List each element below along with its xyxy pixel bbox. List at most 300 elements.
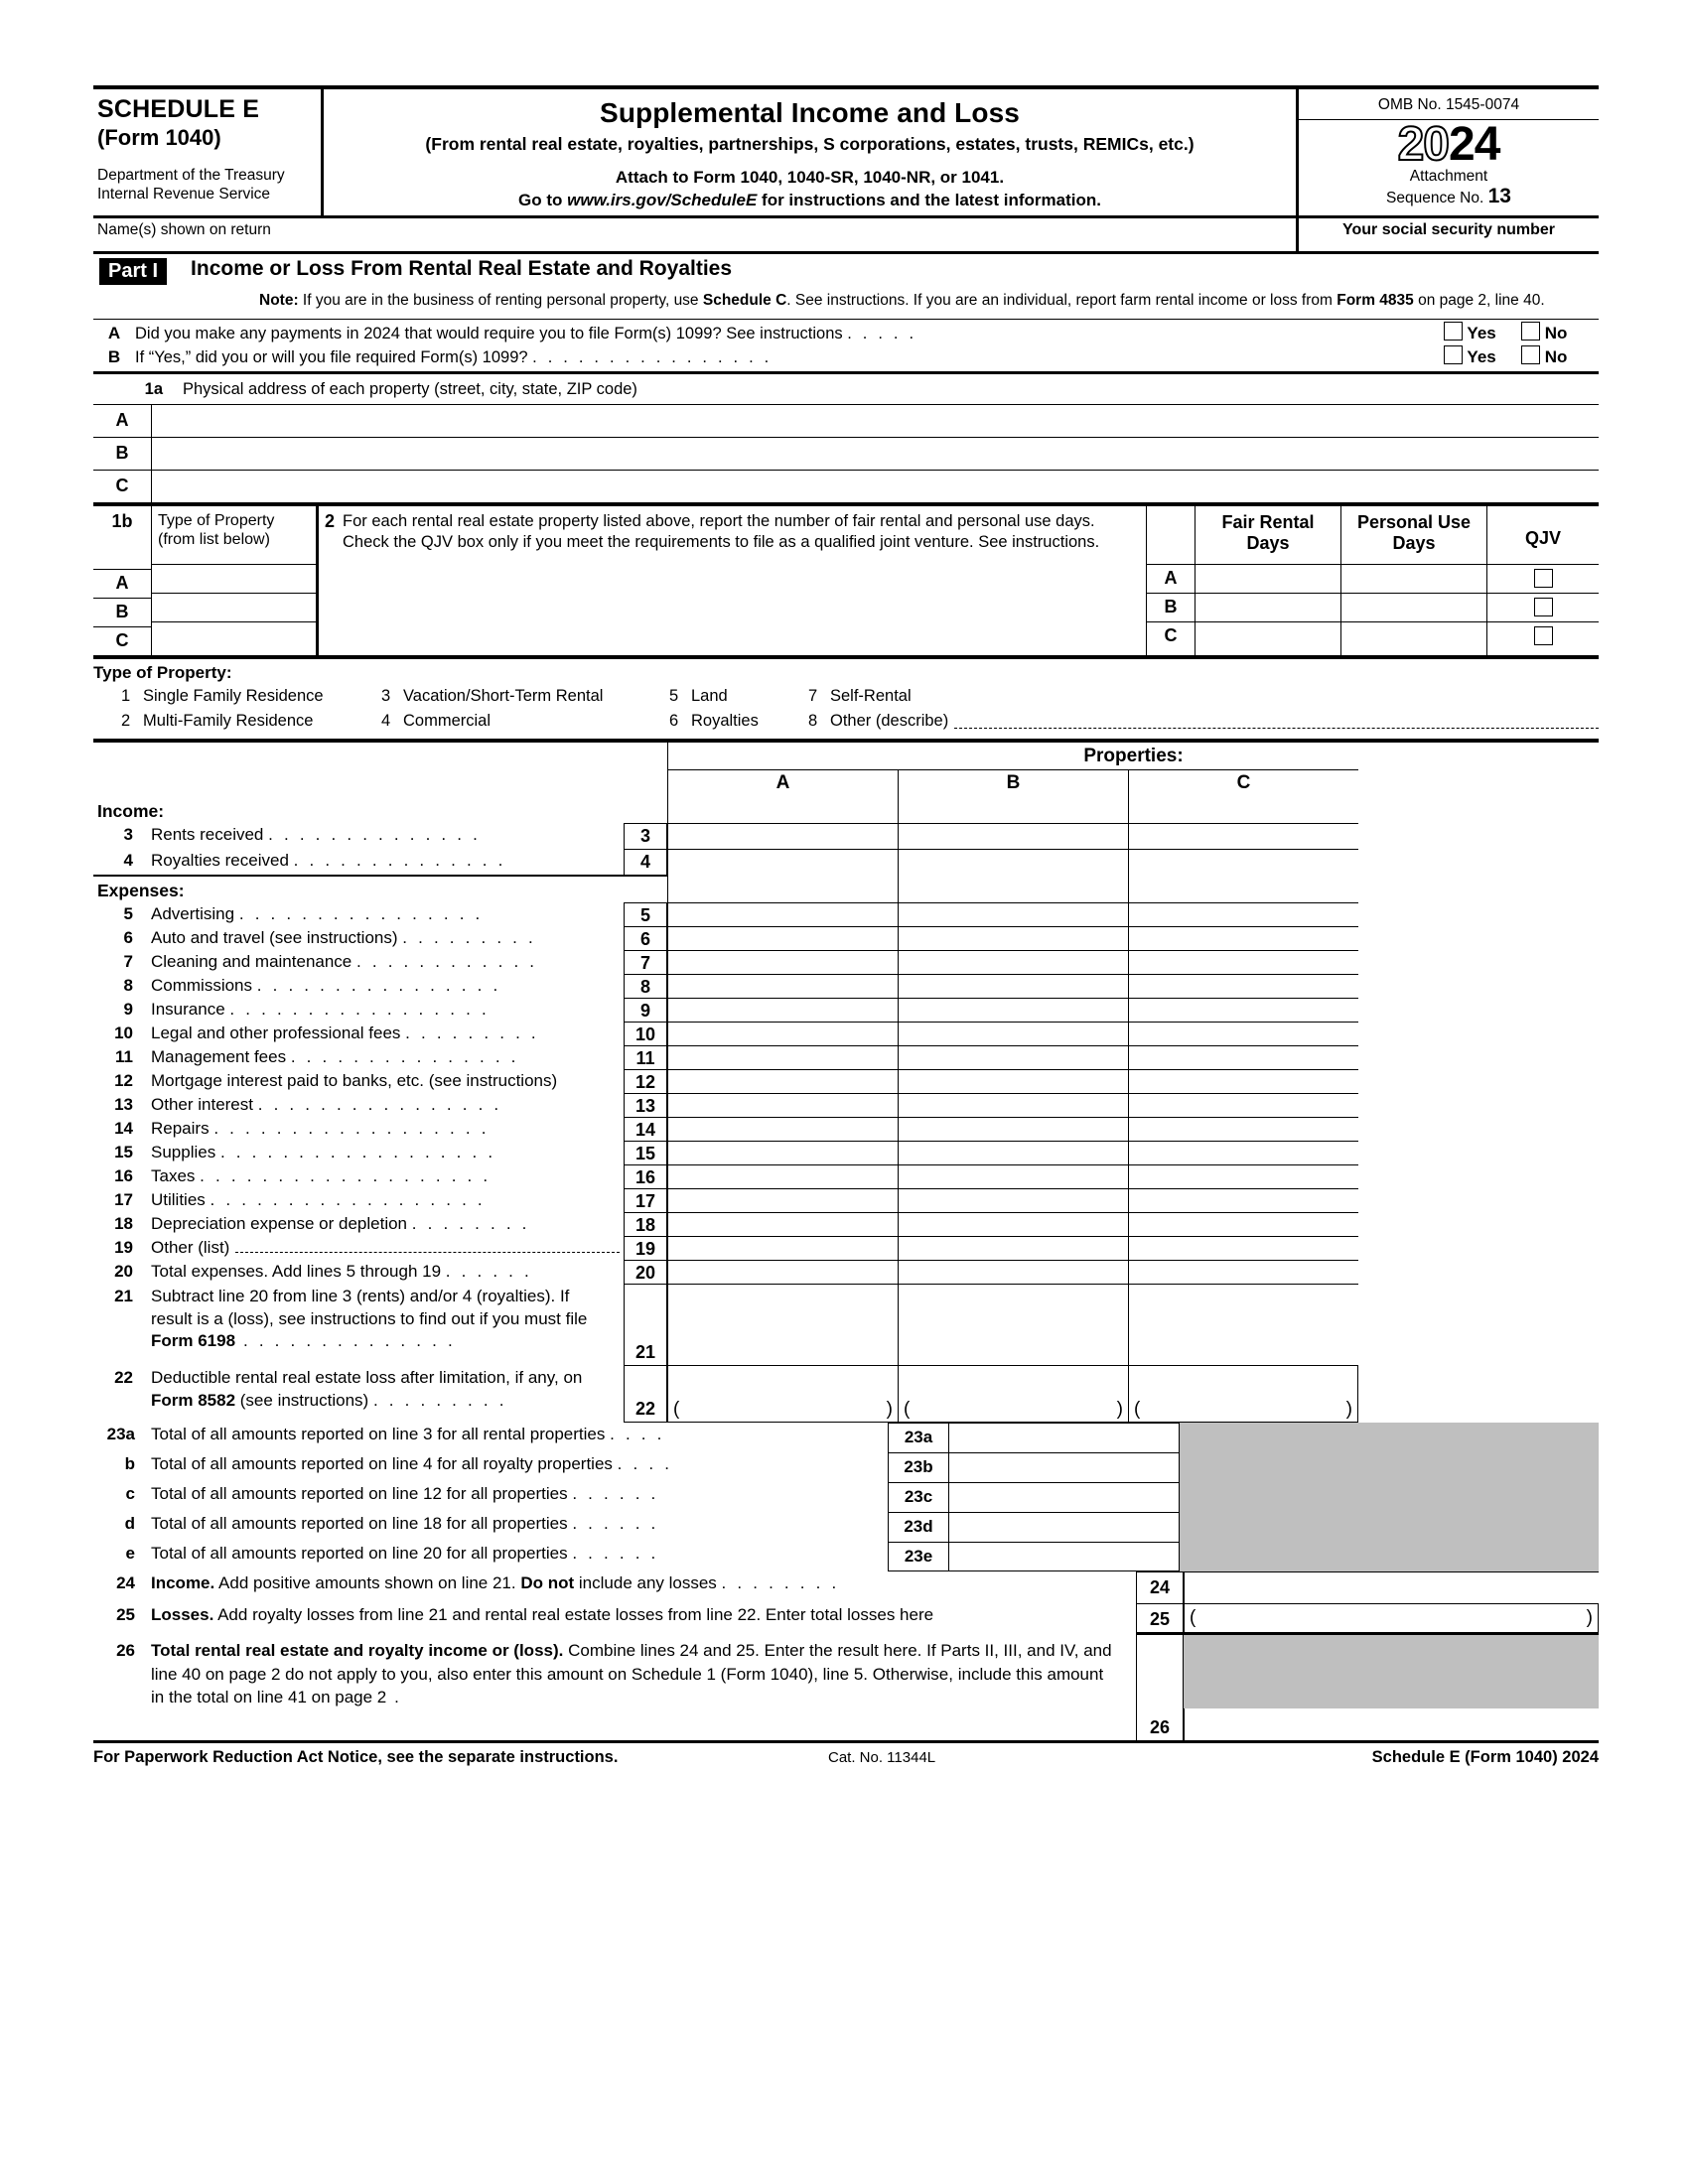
line-14-dots: . . . . . . . . . . . . . . . . . . (213, 1119, 490, 1139)
line-3-description (93, 823, 624, 849)
line-16-description (93, 1164, 624, 1188)
line-13-box-number: 13 (624, 1093, 667, 1117)
qjv-cell-a[interactable] (1487, 564, 1599, 593)
name-field-label[interactable]: Name(s) shown on return (93, 218, 1299, 251)
line-row-15 (93, 1141, 1599, 1164)
line-23a-description (93, 1423, 888, 1452)
paren-close: ) (1586, 1607, 1593, 1629)
type-option-1 (93, 684, 381, 709)
line-row-23e (93, 1542, 1599, 1571)
line-row-26 (93, 1635, 1599, 1740)
line-23b-amount[interactable] (949, 1452, 1180, 1482)
checkbox-icon[interactable] (1444, 345, 1463, 364)
line-7-box-number: 7 (624, 950, 667, 974)
qjv-cell-b[interactable] (1487, 593, 1599, 621)
form-title: Supplemental Income and Loss (600, 97, 1020, 128)
line-12-label: Mortgage interest paid to banks, etc. (see instructions) (151, 1071, 558, 1091)
line-23e-shaded-area (1180, 1542, 1599, 1571)
line-4-number: 4 (123, 851, 133, 871)
question-a-no[interactable] (1521, 322, 1599, 343)
qjv-column (1487, 506, 1599, 655)
line-row-23d (93, 1512, 1599, 1542)
expenses-heading: Expenses: (93, 875, 667, 902)
fair-rental-days-input-c[interactable] (1196, 621, 1340, 650)
qjv-header: QJV (1524, 527, 1562, 548)
line-23a-box-number: 23a (888, 1423, 949, 1452)
question-b-text: If “Yes,” did you or will you file required Form(s) 1099? (135, 347, 528, 366)
line-23b-shaded-area (1180, 1452, 1599, 1482)
line-9-amount-a[interactable] (667, 998, 898, 1022)
type-of-property-column (152, 506, 319, 655)
line-6-amount-a[interactable] (667, 926, 898, 950)
personal-use-days-input-a[interactable] (1341, 564, 1486, 593)
line-9-amount-b[interactable] (898, 998, 1128, 1022)
paperwork-notice: For Paperwork Reduction Act Notice, see the separate instructions. (93, 1748, 619, 1767)
fair-rental-days-line-1: Fair Rental (1221, 511, 1315, 532)
line-10-amount-b[interactable] (898, 1022, 1128, 1045)
line-8-description (93, 974, 624, 998)
income-heading-col-c (1128, 797, 1358, 823)
line-10-label: Legal and other professional fees (151, 1024, 401, 1043)
line-row-17 (93, 1188, 1599, 1212)
line-19-amount-b[interactable] (898, 1236, 1128, 1260)
line-22-dots: . . . . . . . . . (372, 1390, 507, 1410)
line-3-text-wrap (151, 825, 624, 845)
line-row-13 (93, 1093, 1599, 1117)
line-17-label: Utilities (151, 1190, 206, 1210)
line-11-description (93, 1045, 624, 1069)
line-26-number: 26 (116, 1641, 135, 1661)
line-7-number: 7 (123, 952, 133, 972)
line-15-amount-a[interactable] (667, 1141, 898, 1164)
line-8-amount-a[interactable] (667, 974, 898, 998)
form-footer (93, 1743, 1599, 1767)
line-9-number: 9 (123, 1000, 133, 1020)
line-22-description (93, 1365, 624, 1423)
checkbox-icon[interactable] (1444, 322, 1463, 341)
paren-open: ( (673, 1399, 680, 1421)
note-schedule-c: Schedule C (702, 292, 787, 309)
personal-use-days-input-b[interactable] (1341, 593, 1486, 621)
line-23c-text-wrap (151, 1484, 888, 1504)
line-8-amount-c[interactable] (1128, 974, 1358, 998)
line-4-amount-b[interactable] (898, 849, 1128, 875)
line-17-amount-a[interactable] (667, 1188, 898, 1212)
line-4-label: Royalties received (151, 851, 289, 871)
line-23e-number: e (125, 1544, 135, 1564)
line-26-amount[interactable] (1184, 1708, 1599, 1740)
line-1a-number: 1a (144, 379, 163, 398)
line-6-box-number: 6 (624, 926, 667, 950)
line-8-dots: . . . . . . . . . . . . . . . . (256, 976, 501, 996)
line-24-amount[interactable] (1184, 1571, 1599, 1603)
checkbox-icon[interactable] (1534, 569, 1553, 588)
part-1-tag: Part I (99, 258, 167, 285)
schedule-name: SCHEDULE E (97, 95, 260, 123)
line-13-amount-a[interactable] (667, 1093, 898, 1117)
line-15-amount-c[interactable] (1128, 1141, 1358, 1164)
attachment-label-1: Attachment (1409, 168, 1488, 186)
line-1b-letter-column (93, 506, 152, 655)
line-11-amount-c[interactable] (1128, 1045, 1358, 1069)
line-23b-description (93, 1452, 888, 1482)
line-2-instruction-column (319, 506, 1146, 655)
type-option-5-number: 5 (669, 686, 679, 705)
address-input-a[interactable] (152, 405, 1599, 437)
line-11-number: 11 (115, 1047, 133, 1067)
line-4-box-number: 4 (624, 849, 667, 875)
line-7-amount-a[interactable] (667, 950, 898, 974)
line-20-label: Total expenses. Add lines 5 through 19 (151, 1262, 442, 1282)
line-20-amount-c[interactable] (1128, 1260, 1358, 1284)
type-option-6-number: 6 (669, 711, 679, 730)
line-23b-text-wrap (151, 1454, 888, 1474)
line-22-box-number: 22 (624, 1365, 667, 1423)
line-17-dots: . . . . . . . . . . . . . . . . . . (210, 1190, 486, 1210)
fair-rental-days-input-a[interactable] (1196, 564, 1340, 593)
address-row-a (93, 404, 1599, 437)
line-15-amount-b[interactable] (898, 1141, 1128, 1164)
question-a-text: Did you make any payments in 2024 that would require you to file Form(s) 1099? See instructions (135, 324, 843, 342)
line-19-amount-c[interactable] (1128, 1236, 1358, 1260)
line-row-23b (93, 1452, 1599, 1482)
line-24-dots: . . . . . . . . (721, 1573, 840, 1593)
line-8-text-wrap (151, 976, 624, 996)
line-17-amount-c[interactable] (1128, 1188, 1358, 1212)
attachment-label-2-wrap (1299, 185, 1599, 208)
schedule-e-sheet (93, 85, 1599, 1767)
line-1a-header (93, 374, 1599, 404)
expenses-heading-row (93, 875, 1599, 902)
question-b-no[interactable] (1521, 345, 1599, 367)
line-7-text-wrap (151, 952, 624, 972)
paren-close: ) (1116, 1399, 1123, 1421)
line-row-24 (93, 1571, 1599, 1603)
line-21-dots: . . . . . . . . . . . . . . (235, 1331, 456, 1351)
line-3-amount-a[interactable] (667, 823, 898, 849)
line-row-23c (93, 1482, 1599, 1512)
note-text-1: If you are in the business of renting personal property, use (298, 292, 703, 309)
prop-letter-a: A (93, 569, 151, 598)
personal-use-days-line-1: Personal Use (1356, 511, 1472, 532)
line-row-8 (93, 974, 1599, 998)
address-input-c[interactable] (152, 471, 1599, 502)
line-23a-text-wrap (151, 1425, 888, 1444)
tax-year (1299, 118, 1599, 171)
totals-23-block (93, 1423, 1599, 1571)
line-23d-amount[interactable] (949, 1512, 1180, 1542)
line-15-number: 15 (114, 1143, 133, 1162)
line-13-amount-b[interactable] (898, 1093, 1128, 1117)
line-26-right-block (1184, 1635, 1599, 1740)
line-24-box-number: 24 (1136, 1571, 1184, 1603)
line-18-amount-c[interactable] (1128, 1212, 1358, 1236)
line-12-amount-c[interactable] (1128, 1069, 1358, 1093)
line-18-label: Depreciation expense or depletion (151, 1214, 408, 1234)
line-21-amount-b[interactable] (898, 1284, 1128, 1365)
line-11-amount-b[interactable] (898, 1045, 1128, 1069)
line-row-11 (93, 1045, 1599, 1069)
prop-letter-b: B (93, 598, 151, 626)
line-16-amount-a[interactable] (667, 1164, 898, 1188)
line-16-text-wrap (151, 1166, 624, 1186)
line-4-amount-a[interactable] (667, 849, 898, 875)
type-input-b[interactable] (152, 593, 316, 621)
line-3-amount-c[interactable] (1128, 823, 1358, 849)
paren-open: ( (904, 1399, 911, 1421)
line-9-amount-c[interactable] (1128, 998, 1358, 1022)
irs-url-link[interactable]: www.irs.gov/ScheduleE (567, 191, 758, 209)
properties-heading: Properties: (667, 743, 1599, 769)
expenses-heading-right (667, 875, 1358, 902)
income-expense-grid (93, 739, 1599, 1423)
line-5-amount-a[interactable] (667, 902, 898, 926)
line-4-amount-c[interactable] (1128, 849, 1358, 875)
part-1-header (93, 254, 1599, 285)
line-21-amount-a[interactable] (667, 1284, 898, 1365)
goto-instruction (330, 191, 1290, 210)
line-12-amount-b[interactable] (898, 1069, 1128, 1093)
line-1b-block (93, 502, 1599, 659)
line-row-6 (93, 926, 1599, 950)
line-24-text-wrap (151, 1573, 1136, 1593)
type-option-2-number: 2 (121, 711, 131, 730)
days-letter-b: B (1147, 593, 1195, 621)
line-1b-number: 1b (111, 510, 133, 531)
fair-rental-days-input-b[interactable] (1196, 593, 1340, 621)
personal-use-days-column (1341, 506, 1487, 655)
line-19-other-input[interactable] (235, 1252, 620, 1253)
line-11-box-number: 11 (624, 1045, 667, 1069)
line-5-number: 5 (123, 904, 133, 924)
type-input-a[interactable] (152, 564, 316, 593)
line-16-amount-b[interactable] (898, 1164, 1128, 1188)
line-19-amount-a[interactable] (667, 1236, 898, 1260)
question-a-text-wrap (135, 325, 1444, 343)
line-row-9 (93, 998, 1599, 1022)
line-20-number: 20 (114, 1262, 133, 1282)
checkbox-icon[interactable] (1534, 598, 1553, 616)
line-23a-amount[interactable] (949, 1423, 1180, 1452)
line-18-number: 18 (114, 1214, 133, 1234)
line-15-dots: . . . . . . . . . . . . . . . . . . (219, 1143, 496, 1162)
line-8-label: Commissions (151, 976, 253, 996)
line-3-amount-b[interactable] (898, 823, 1128, 849)
line-row-18 (93, 1212, 1599, 1236)
line-21-amount-c[interactable] (1128, 1284, 1358, 1365)
income-heading-col-b (898, 797, 1128, 823)
line-22-text-1: Deductible rental real estate loss after limitation, if any, on (151, 1368, 583, 1388)
line-23c-label: Total of all amounts reported on line 12 for all properties (151, 1484, 568, 1504)
line-20-dots: . . . . . . (445, 1262, 532, 1282)
line-25-amount[interactable] (1184, 1603, 1599, 1635)
line-9-dots: . . . . . . . . . . . . . . . . . (229, 1000, 490, 1020)
line-16-amount-c[interactable] (1128, 1164, 1358, 1188)
address-input-b[interactable] (152, 438, 1599, 470)
line-5-dots: . . . . . . . . . . . . . . . . (238, 904, 484, 924)
line-26-description (93, 1635, 1136, 1740)
line-6-number: 6 (123, 928, 133, 948)
line-17-text-wrap (151, 1190, 624, 1210)
line-23c-amount[interactable] (949, 1482, 1180, 1512)
line-19-description (93, 1236, 624, 1260)
question-a-yes[interactable] (1444, 322, 1521, 343)
line-19-label: Other (list) (151, 1238, 230, 1258)
line-14-amount-c[interactable] (1128, 1117, 1358, 1141)
line-22-amount-a[interactable] (667, 1365, 898, 1423)
line-23b-box-number: 23b (888, 1452, 949, 1482)
line-20-amount-b[interactable] (898, 1260, 1128, 1284)
type-option-8-describe-input[interactable] (954, 709, 1599, 730)
line-6-amount-c[interactable] (1128, 926, 1358, 950)
line-5-amount-c[interactable] (1128, 902, 1358, 926)
line-20-text-wrap (151, 1262, 624, 1282)
ssn-field-label[interactable]: Your social security number (1342, 221, 1555, 238)
line-5-description (93, 902, 624, 926)
line-6-amount-b[interactable] (898, 926, 1128, 950)
checkbox-icon[interactable] (1534, 626, 1553, 645)
goto-suffix: for instructions and the latest information. (757, 191, 1101, 209)
line-24-text-1: Add positive amounts shown on line 21. (214, 1573, 521, 1593)
line-23d-number: d (124, 1514, 135, 1534)
attachment-sequence (1299, 168, 1599, 210)
question-b-yes-label: Yes (1467, 346, 1496, 366)
line-21-text: Subtract line 20 from line 3 (rents) and/or 4 (royalties). If result is a (loss), see instructions to find out if you must file (151, 1287, 588, 1328)
type-header-line-1: Type of Property (158, 511, 275, 529)
line-row-21 (93, 1284, 1599, 1365)
type-option-4-label: Commercial (403, 711, 492, 730)
department-line-2: Internal Revenue Service (97, 186, 271, 204)
line-3-dots: . . . . . . . . . . . . . . (268, 825, 482, 845)
paren-open: ( (1190, 1607, 1196, 1629)
line-12-amount-a[interactable] (667, 1069, 898, 1093)
note-text-2: . See instructions. If you are an individual, report farm rental income or loss from (786, 292, 1337, 309)
checkbox-icon[interactable] (1521, 322, 1540, 341)
personal-use-days-input-c[interactable] (1341, 621, 1486, 650)
line-23d-text-wrap (151, 1514, 888, 1534)
fair-rental-days-column (1196, 506, 1341, 655)
line-5-label: Advertising (151, 904, 235, 924)
line-18-amount-a[interactable] (667, 1212, 898, 1236)
line-22-text-2: (see instructions) (235, 1390, 369, 1410)
catalog-number: Cat. No. 11344L (828, 1749, 936, 1767)
question-b-letter: B (107, 346, 121, 366)
line-10-amount-a[interactable] (667, 1022, 898, 1045)
line-17-amount-b[interactable] (898, 1188, 1128, 1212)
line-14-amount-b[interactable] (898, 1117, 1128, 1141)
line-12-description (93, 1069, 624, 1093)
line-10-text-wrap (151, 1024, 624, 1043)
line-15-box-number: 15 (624, 1141, 667, 1164)
line-3-box-number: 3 (624, 823, 667, 849)
line-7-amount-c[interactable] (1128, 950, 1358, 974)
line-20-amount-a[interactable] (667, 1260, 898, 1284)
income-heading-col-a (667, 797, 898, 823)
line-5-box-number: 5 (624, 902, 667, 926)
line-15-text-wrap (151, 1143, 624, 1162)
question-row-b (93, 343, 1599, 367)
days-letter-column (1146, 506, 1196, 655)
line-5-amount-b[interactable] (898, 902, 1128, 926)
line-23c-box-number: 23c (888, 1482, 949, 1512)
line-25-bold-losses: Losses. (151, 1605, 214, 1625)
days-letter-a: A (1147, 564, 1195, 593)
line-23e-amount[interactable] (949, 1542, 1180, 1571)
checkbox-icon[interactable] (1521, 345, 1540, 364)
type-of-property-legend-heading: Type of Property: (93, 662, 232, 682)
line-10-number: 10 (114, 1024, 133, 1043)
address-row-b (93, 437, 1599, 470)
line-18-amount-b[interactable] (898, 1212, 1128, 1236)
line-26-text-1: Combine lines 24 and 25. Enter the result here. If Parts II, III, and IV, and line 40 on page 2 do not apply to you, also enter this amount on Schedule 1 (Form 1040), line 5. Otherwise, include this amount in the total on line 41 on page 2 (151, 1641, 1112, 1707)
paren-close: ) (886, 1399, 893, 1421)
line-21-description (93, 1284, 624, 1365)
income-heading: Income: (97, 801, 165, 822)
year-outline-part: 20 (1397, 118, 1449, 171)
fair-rental-days-line-2: Days (1246, 533, 1290, 554)
line-16-number: 16 (114, 1166, 133, 1186)
prop-letter-c: C (93, 626, 151, 655)
qjv-cell-c[interactable] (1487, 621, 1599, 650)
personal-use-days-header (1341, 506, 1486, 564)
line-22-amount-b[interactable] (898, 1365, 1128, 1423)
line-11-amount-a[interactable] (667, 1045, 898, 1069)
line-row-4 (93, 849, 1599, 875)
line-19-text-wrap (151, 1238, 624, 1258)
question-a-dots: . . . . . (847, 324, 917, 342)
line-9-description (93, 998, 624, 1022)
header-left (93, 89, 324, 215)
line-row-10 (93, 1022, 1599, 1045)
line-23c-description (93, 1482, 888, 1512)
line-10-amount-c[interactable] (1128, 1022, 1358, 1045)
type-input-c[interactable] (152, 621, 316, 650)
type-option-7 (808, 684, 1599, 709)
line-13-amount-c[interactable] (1128, 1093, 1358, 1117)
question-b-text-wrap (135, 348, 1444, 367)
attachment-label-2: Sequence No. (1386, 190, 1484, 207)
type-of-property-header (152, 506, 316, 564)
type-legend-row-2 (93, 709, 1599, 734)
line-22-amount-c[interactable] (1128, 1365, 1358, 1423)
question-b-yes[interactable] (1444, 345, 1521, 367)
line-26-bold-title: Total rental real estate and royalty income or (loss). (151, 1641, 564, 1661)
line-21-form-6198: Form 6198 (151, 1331, 236, 1351)
properties-column-b: B (898, 769, 1128, 797)
line-23e-description (93, 1542, 888, 1571)
line-22-text-wrap (151, 1367, 604, 1412)
line-25-text-1: Add royalty losses from line 21 and rental real estate losses from line 22. Enter total losses here (213, 1605, 934, 1625)
note-label: Note: (259, 292, 299, 309)
line-3-label: Rents received (151, 825, 264, 845)
line-21-box-number: 21 (624, 1284, 667, 1365)
line-9-box-number: 9 (624, 998, 667, 1022)
line-14-amount-a[interactable] (667, 1117, 898, 1141)
line-7-amount-b[interactable] (898, 950, 1128, 974)
address-row-a-letter: A (93, 405, 152, 437)
type-option-8-label: Other (describe) (830, 711, 949, 730)
line-14-number: 14 (114, 1119, 133, 1139)
line-2-text: For each rental real estate property listed above, report the number of fair rental and personal use days. Check the QJV box only if you meet the requirements to file as a qualified joint venture. See instructions. (343, 511, 1100, 551)
line-23e-box-number: 23e (888, 1542, 949, 1571)
type-option-8 (808, 709, 1599, 734)
expenses-heading-col-b (898, 875, 1128, 902)
note-text-3: on page 2, line 40. (1413, 292, 1545, 309)
line-8-amount-b[interactable] (898, 974, 1128, 998)
line-row-20 (93, 1260, 1599, 1284)
line-13-dots: . . . . . . . . . . . . . . . . (257, 1095, 502, 1115)
attach-instruction: Attach to Form 1040, 1040-SR, 1040-NR, or 1041. (615, 168, 1005, 187)
